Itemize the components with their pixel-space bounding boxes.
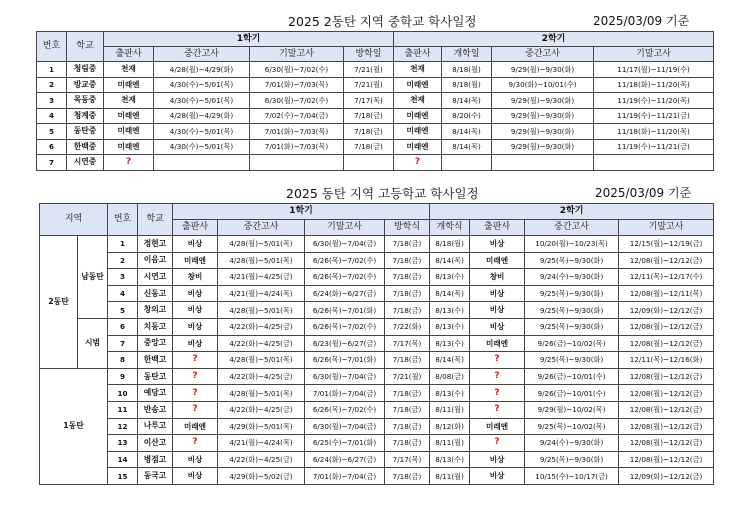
s2-publisher: ? <box>470 385 525 402</box>
header-s2-midterm: 중간고사 <box>525 220 619 236</box>
s1-publisher: 미래엔 <box>104 77 154 93</box>
s1-final: 6/23(월)~6/27(금) <box>305 335 385 352</box>
s2-start: 8/14(목) <box>442 93 492 109</box>
s1-final: 7/01(화)~7/03(목) <box>250 139 344 155</box>
table-row <box>40 418 714 435</box>
table-row <box>40 468 714 485</box>
table-row <box>40 352 714 369</box>
s1-midterm: 4/28(월)~4/29(화) <box>154 62 250 78</box>
s1-midterm: 4/30(수)~5/01(목) <box>154 77 250 93</box>
header-s2-start: 개학식 <box>430 220 470 236</box>
subregion-south: 남동탄 <box>78 236 108 319</box>
header-school: 학교 <box>67 32 104 62</box>
header-semester-1: 1학기 <box>104 32 394 47</box>
school-name: 목동중 <box>67 93 104 109</box>
table-row <box>37 155 714 171</box>
s2-midterm: 9/30(화)~10/01(수) <box>492 77 594 93</box>
s1-final: 6/26(목)~7/02(수) <box>305 401 385 418</box>
s1-midterm: 4/30(수)~5/01(목) <box>154 124 250 140</box>
s2-publisher: 비상 <box>470 302 525 319</box>
s2-final: 11/18(화)~11/20(목) <box>594 77 714 93</box>
school-name: 시연고 <box>138 269 173 286</box>
school-name: 한백고 <box>138 352 173 369</box>
s1-publisher: ? <box>173 401 218 418</box>
header-s2-publisher: 출판사 <box>470 220 525 236</box>
s2-publisher: 비상 <box>470 451 525 468</box>
s2-publisher: ? <box>470 352 525 369</box>
s2-final: 12/08(월)~12/12(금) <box>619 401 714 418</box>
table-row <box>40 401 714 418</box>
s2-start: 8/13(수) <box>430 269 470 286</box>
s1-publisher: 비상 <box>173 236 218 253</box>
s1-final: 6/26(목)~7/02(수) <box>305 269 385 286</box>
school-name: 중앙고 <box>138 335 173 352</box>
s2-start: 8/11(월) <box>430 468 470 485</box>
table-row <box>40 385 714 402</box>
s1-final: 6/26(목)~7/02(수) <box>305 318 385 335</box>
s2-final: 12/08(월)~12/12(금) <box>619 385 714 402</box>
s2-publisher: 비상 <box>470 468 525 485</box>
s1-publisher: 미래엔 <box>173 252 218 269</box>
header-s1-final: 기말고사 <box>250 47 344 62</box>
s2-final: 12/11(목)~12/17(수) <box>619 269 714 286</box>
s2-start <box>442 155 492 171</box>
s1-final: 6/30(월)~7/04(금) <box>305 418 385 435</box>
s1-vacation: 7/18(금) <box>385 385 430 402</box>
subregion-city: 시범 <box>78 318 108 368</box>
s2-start: 8/13(수) <box>430 385 470 402</box>
s1-vacation: 7/18(금) <box>344 108 394 124</box>
s2-final: 12/11(목)~12/16(화) <box>619 352 714 369</box>
row-number: 3 <box>108 269 138 286</box>
s1-final: 7/01(화)~7/03(목) <box>250 77 344 93</box>
s1-final: 6/26(목)~7/01(화) <box>305 302 385 319</box>
s1-publisher: 미래엔 <box>104 108 154 124</box>
header-semester-2: 2학기 <box>394 32 714 47</box>
s1-publisher: ? <box>173 368 218 385</box>
school-name: 동탄중 <box>67 124 104 140</box>
header-s1-midterm: 중간고사 <box>218 220 305 236</box>
s1-publisher: ? <box>173 435 218 452</box>
s1-vacation: 7/21(월) <box>344 77 394 93</box>
s2-start: 8/18(월) <box>430 236 470 253</box>
middle-school-date: 2025/03/09 기준 <box>593 14 690 28</box>
table-row <box>37 93 714 109</box>
s2-midterm: 9/29(월)~9/30(화) <box>492 108 594 124</box>
s2-final: 11/17(월)~11/19(수) <box>594 62 714 78</box>
s2-publisher: 비상 <box>470 318 525 335</box>
row-number: 5 <box>37 124 67 140</box>
school-name: 한백중 <box>67 139 104 155</box>
s1-final: 6/24(화)~6/27(금) <box>305 451 385 468</box>
s1-final: 6/30(월)~7/04(금) <box>305 236 385 253</box>
s2-midterm: 9/24(수)~9/30(화) <box>525 435 619 452</box>
s1-vacation: 7/18(금) <box>385 285 430 302</box>
s1-vacation: 7/18(금) <box>385 352 430 369</box>
s2-final: 12/15(월)~12/19(금) <box>619 236 714 253</box>
table-row <box>40 368 714 385</box>
s1-vacation: 7/18(금) <box>385 236 430 253</box>
middle-school-title: 2025 2동탄 지역 중학교 학사일정 <box>288 14 477 29</box>
s1-final: 6/26(목)~7/01(화) <box>305 352 385 369</box>
s2-start: 8/18(월) <box>442 77 492 93</box>
school-name: 나루고 <box>138 418 173 435</box>
s1-vacation: 7/18(금) <box>385 435 430 452</box>
s1-vacation: 7/18(금) <box>385 418 430 435</box>
s2-final: 12/09(화)~12/12(금) <box>619 468 714 485</box>
s1-publisher: 미래엔 <box>173 418 218 435</box>
school-name: 방교중 <box>67 77 104 93</box>
s2-publisher: 천재 <box>394 93 442 109</box>
s2-midterm: 9/26(금)~10/01(수) <box>525 385 619 402</box>
s2-publisher: 미래엔 <box>470 252 525 269</box>
region-2dongtan: 2동탄 <box>40 236 78 369</box>
row-number: 4 <box>37 108 67 124</box>
s2-final: 12/08(월)~12/12(금) <box>619 435 714 452</box>
s2-midterm: 9/25(목)~10/02(목) <box>525 418 619 435</box>
s1-vacation: 7/18(금) <box>385 468 430 485</box>
s2-publisher: ? <box>394 155 442 171</box>
table-row <box>37 124 714 140</box>
header-region: 지역 <box>40 204 108 236</box>
s1-publisher: 비상 <box>173 335 218 352</box>
header-s1-midterm: 중간고사 <box>154 47 250 62</box>
row-number: 1 <box>108 236 138 253</box>
row-number: 4 <box>108 285 138 302</box>
s1-publisher: ? <box>173 385 218 402</box>
high-school-date: 2025/03/09 기준 <box>595 186 692 200</box>
header-s1-vacation: 방학일 <box>344 47 394 62</box>
s1-midterm: 4/28(월)~5/01(목) <box>218 236 305 253</box>
s1-vacation: 7/18(금) <box>385 252 430 269</box>
s2-start: 8/20(수) <box>442 108 492 124</box>
header-school: 학교 <box>138 204 173 236</box>
s2-final: 11/19(수)~11/20(목) <box>594 93 714 109</box>
s1-publisher: 창비 <box>173 269 218 286</box>
s2-final: 12/08(월)~12/12(금) <box>619 451 714 468</box>
s1-midterm: 4/28(월)~5/01(목) <box>218 252 305 269</box>
header-s1-vacation: 방학식 <box>385 220 430 236</box>
s2-publisher: 미래엔 <box>394 124 442 140</box>
row-number: 13 <box>108 435 138 452</box>
s2-final: 12/08(월)~12/12(금) <box>619 418 714 435</box>
s1-vacation: 7/18(금) <box>385 269 430 286</box>
s2-start: 8/12(화) <box>430 418 470 435</box>
school-name: 병점고 <box>138 451 173 468</box>
s2-publisher: 미래엔 <box>470 418 525 435</box>
row-number: 2 <box>37 77 67 93</box>
row-number: 2 <box>108 252 138 269</box>
header-s2-final: 기말고사 <box>619 220 714 236</box>
school-name: 청림중 <box>67 62 104 78</box>
row-number: 14 <box>108 451 138 468</box>
s1-publisher: 천재 <box>104 93 154 109</box>
s1-midterm <box>154 155 250 171</box>
s1-publisher: 미래엔 <box>104 139 154 155</box>
table-row <box>40 451 714 468</box>
s2-publisher: 창비 <box>470 269 525 286</box>
table-row <box>37 139 714 155</box>
s2-midterm: 9/29(월)~9/30(화) <box>492 93 594 109</box>
s2-midterm: 9/29(월)~9/30(화) <box>492 62 594 78</box>
school-name: 치동고 <box>138 318 173 335</box>
row-number: 6 <box>108 318 138 335</box>
header-num: 번호 <box>37 32 67 62</box>
s1-vacation: 7/17(목) <box>385 335 430 352</box>
table-row <box>40 302 714 319</box>
s1-final: 6/24(화)~6/27(금) <box>305 285 385 302</box>
s1-final: 7/01(화)~7/03(목) <box>250 124 344 140</box>
s1-final: 6/25(수)~7/01(화) <box>305 435 385 452</box>
s2-final: 11/18(화)~11/20(목) <box>594 124 714 140</box>
header-semester-2: 2학기 <box>430 204 714 220</box>
row-number: 7 <box>108 335 138 352</box>
region-1dongtan: 1동탄 <box>40 368 108 484</box>
school-name: 창의고 <box>138 302 173 319</box>
s1-final: 6/26(목)~7/02(수) <box>305 252 385 269</box>
s1-midterm: 4/21(월)~4/25(금) <box>218 269 305 286</box>
s2-midterm: 9/26(금)~10/01(수) <box>525 368 619 385</box>
s2-midterm: 9/25(목)~9/30(화) <box>525 285 619 302</box>
s1-vacation: 7/22(화) <box>385 318 430 335</box>
school-name: 이음고 <box>138 252 173 269</box>
s1-midterm: 4/22(화)~4/25(금) <box>218 451 305 468</box>
s1-midterm: 4/21(월)~4/24(목) <box>218 435 305 452</box>
s1-midterm: 4/28(월)~4/29(화) <box>154 108 250 124</box>
s2-publisher: 천재 <box>394 62 442 78</box>
s2-midterm: 9/29(월)~10/02(목) <box>525 401 619 418</box>
s2-start: 8/08(금) <box>430 368 470 385</box>
s1-vacation: 7/18(금) <box>385 401 430 418</box>
school-name: 신동고 <box>138 285 173 302</box>
header-s1-publisher: 출판사 <box>173 220 218 236</box>
s2-publisher: 미래엔 <box>470 335 525 352</box>
s1-publisher: ? <box>104 155 154 171</box>
s2-midterm: 10/15(수)~10/17(금) <box>525 468 619 485</box>
s1-vacation: 7/17(목) <box>344 93 394 109</box>
header-s2-publisher: 출판사 <box>394 47 442 62</box>
row-number: 5 <box>108 302 138 319</box>
s2-midterm: 9/25(목)~9/30(화) <box>525 318 619 335</box>
s2-start: 8/14(목) <box>442 139 492 155</box>
table-row <box>40 252 714 269</box>
s2-start: 8/13(수) <box>430 318 470 335</box>
s2-start: 8/14(목) <box>430 352 470 369</box>
s2-midterm: 10/20(월)~10/23(목) <box>525 236 619 253</box>
s2-final: 12/08(월)~12/12(금) <box>619 335 714 352</box>
s1-midterm: 4/22(화)~4/25(금) <box>218 368 305 385</box>
table-row <box>37 108 714 124</box>
table-row <box>40 236 714 253</box>
s1-publisher: 비상 <box>173 451 218 468</box>
s2-start: 8/11(월) <box>430 435 470 452</box>
s1-vacation: 7/18(금) <box>344 124 394 140</box>
s2-publisher: 비상 <box>470 236 525 253</box>
s1-midterm: 4/21(월)~4/24(목) <box>218 285 305 302</box>
school-name: 동국고 <box>138 468 173 485</box>
row-number: 10 <box>108 385 138 402</box>
row-number: 11 <box>108 401 138 418</box>
header-s2-midterm: 중간고사 <box>492 47 594 62</box>
s1-vacation: 7/21(월) <box>344 62 394 78</box>
header-semester-1: 1학기 <box>173 204 430 220</box>
s1-vacation: 7/18(금) <box>385 302 430 319</box>
s1-midterm: 4/29(화)~5/02(금) <box>218 468 305 485</box>
high-school-table <box>39 203 714 485</box>
s1-publisher: 비상 <box>173 302 218 319</box>
s2-final: 11/19(수)~11/21(금) <box>594 139 714 155</box>
s2-midterm: 9/25(목)~9/30(화) <box>525 451 619 468</box>
school-name: 예당고 <box>138 385 173 402</box>
s1-final: 7/01(화)~7/04(금) <box>305 468 385 485</box>
s2-start: 8/13(수) <box>430 451 470 468</box>
s2-final: 12/08(월)~12/12(금) <box>619 318 714 335</box>
s2-start: 8/11(월) <box>430 401 470 418</box>
row-number: 15 <box>108 468 138 485</box>
school-name: 청계중 <box>67 108 104 124</box>
school-name: 시연중 <box>67 155 104 171</box>
s2-final: 12/08(월)~12/12(금) <box>619 252 714 269</box>
s2-final: 12/09(화)~12/12(금) <box>619 302 714 319</box>
s1-final: 7/01(화)~7/04(금) <box>305 385 385 402</box>
s1-midterm: 4/30(수)~5/01(목) <box>154 139 250 155</box>
s2-final: 12/08(월)~12/11(목) <box>619 285 714 302</box>
row-number: 6 <box>37 139 67 155</box>
s1-final <box>250 155 344 171</box>
s2-start: 8/14(목) <box>442 124 492 140</box>
s1-final: 7/02(수)~7/04(금) <box>250 108 344 124</box>
table-row <box>37 62 714 78</box>
header-s2-final: 기말고사 <box>594 47 714 62</box>
table-row <box>40 335 714 352</box>
s2-final <box>594 155 714 171</box>
header-s2-start: 개학일 <box>442 47 492 62</box>
s2-final: 11/19(수)~11/21(금) <box>594 108 714 124</box>
s2-midterm: 9/29(월)~9/30(화) <box>492 139 594 155</box>
s1-publisher: 미래엔 <box>104 124 154 140</box>
school-name: 이산고 <box>138 435 173 452</box>
s2-start: 8/18(월) <box>442 62 492 78</box>
s2-publisher: ? <box>470 368 525 385</box>
header-num: 번호 <box>108 204 138 236</box>
s1-publisher: ? <box>173 352 218 369</box>
s1-vacation: 7/17(목) <box>385 451 430 468</box>
s1-midterm: 4/22(화)~4/25(금) <box>218 401 305 418</box>
s1-midterm: 4/28(월)~5/01(목) <box>218 352 305 369</box>
s1-midterm: 4/30(수)~5/01(목) <box>154 93 250 109</box>
s1-final: 6/30(월)~7/02(수) <box>250 93 344 109</box>
table-row <box>37 77 714 93</box>
school-name: 동탄고 <box>138 368 173 385</box>
s2-midterm: 9/24(수)~9/30(화) <box>525 269 619 286</box>
s2-midterm: 9/29(월)~9/30(화) <box>492 124 594 140</box>
s2-publisher: ? <box>470 401 525 418</box>
s1-publisher: 천재 <box>104 62 154 78</box>
table-row <box>40 435 714 452</box>
table-row <box>40 269 714 286</box>
s1-midterm: 4/29(화)~5/01(목) <box>218 418 305 435</box>
s2-midterm: 9/25(목)~9/30(화) <box>525 352 619 369</box>
header-s1-publisher: 출판사 <box>104 47 154 62</box>
s2-midterm <box>492 155 594 171</box>
s2-start: 8/13(수) <box>430 335 470 352</box>
school-name: 정현고 <box>138 236 173 253</box>
s1-midterm: 4/22(화)~4/25(금) <box>218 318 305 335</box>
s2-start: 8/14(목) <box>430 285 470 302</box>
s2-publisher: 미래엔 <box>394 108 442 124</box>
s2-final: 12/08(월)~12/12(금) <box>619 368 714 385</box>
table-row <box>40 318 714 335</box>
high-school-title: 2025 동탄 지역 고등학교 학사일정 <box>286 186 479 201</box>
s1-midterm: 4/28(월)~5/01(목) <box>218 385 305 402</box>
s2-start: 8/14(목) <box>430 252 470 269</box>
header-s1-final: 기말고사 <box>305 220 385 236</box>
row-number: 3 <box>37 93 67 109</box>
s2-midterm: 9/25(목)~9/30(화) <box>525 302 619 319</box>
s2-midterm: 9/26(금)~10/02(목) <box>525 335 619 352</box>
row-number: 9 <box>108 368 138 385</box>
s2-publisher: ? <box>470 435 525 452</box>
s1-publisher: 비상 <box>173 318 218 335</box>
row-number: 1 <box>37 62 67 78</box>
middle-school-table <box>36 31 714 171</box>
table-row <box>40 285 714 302</box>
s2-midterm: 9/25(목)~9/30(화) <box>525 252 619 269</box>
s1-midterm: 4/22(화)~4/25(금) <box>218 335 305 352</box>
s1-vacation <box>344 155 394 171</box>
s1-publisher: 비상 <box>173 468 218 485</box>
s1-final: 6/30(월)~7/04(금) <box>305 368 385 385</box>
s1-publisher: 비상 <box>173 285 218 302</box>
s2-publisher: 비상 <box>470 285 525 302</box>
row-number: 7 <box>37 155 67 171</box>
s2-publisher: 미래엔 <box>394 139 442 155</box>
s1-midterm: 4/28(월)~5/01(목) <box>218 302 305 319</box>
row-number: 8 <box>108 352 138 369</box>
s2-publisher: 미래엔 <box>394 77 442 93</box>
s1-vacation: 7/21(월) <box>385 368 430 385</box>
school-name: 반송고 <box>138 401 173 418</box>
row-number: 12 <box>108 418 138 435</box>
s2-start: 8/13(수) <box>430 302 470 319</box>
s1-vacation: 7/18(금) <box>344 139 394 155</box>
s1-final: 6/30(월)~7/02(수) <box>250 62 344 78</box>
